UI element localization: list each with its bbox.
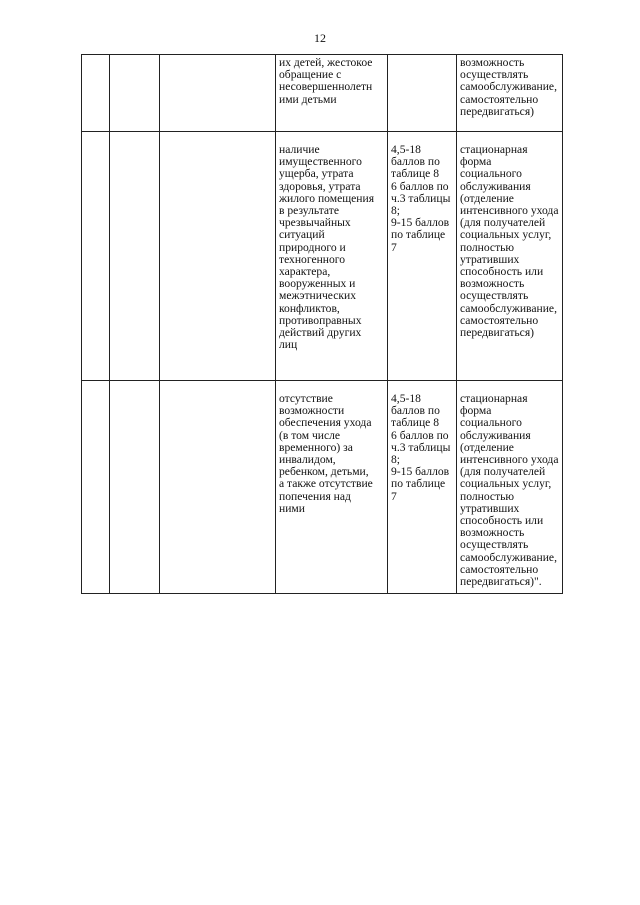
table-cell-empty bbox=[82, 55, 110, 132]
table-cell-empty bbox=[110, 381, 160, 594]
table-row bbox=[82, 381, 563, 594]
circumstance-cell: их детей, жестокое обращение с несовершеннолетн ими детьми bbox=[276, 55, 388, 132]
table-cell-empty bbox=[110, 132, 160, 381]
page-number: 12 bbox=[314, 31, 326, 45]
score-cell bbox=[388, 55, 457, 132]
score-cell: 4,5-18 баллов по таблице 8 6 баллов по ч.3 таблицы 8; 9-15 баллов по таблице 7 bbox=[388, 381, 457, 594]
document-table bbox=[81, 54, 563, 594]
table-cell-empty bbox=[160, 132, 276, 381]
service-form-cell: стационарная форма социального обслуживания (отделение интенсивного ухода (для получателей социальных услуг, полностью утративших способность или возможность осуществлять самообслуживание, самостоятельно передвигаться)". bbox=[457, 381, 563, 594]
table-cell-empty bbox=[160, 381, 276, 594]
table-row bbox=[82, 55, 563, 132]
circumstance-cell: наличие имущественного ущерба, утрата здоровья, утрата жилого помещения в результате чрезвычайных ситуаций природного и техногенного характера, вооруженных и межэтнических конфликтов, противоправных действий других лиц bbox=[276, 132, 388, 381]
service-form-cell: возможность осуществлять самообслуживание, самостоятельно передвигаться) bbox=[457, 55, 563, 132]
service-form-cell: стационарная форма социального обслуживания (отделение интенсивного ухода (для получателей социальных услуг, полностью утративших способность или возможность осуществлять самообслуживание, самостоятельно передвигаться) bbox=[457, 132, 563, 381]
circumstance-cell: отсутствие возможности обеспечения ухода (в том числе временного) за инвалидом, ребенком, детьми, а также отсутствие попечения над ними bbox=[276, 381, 388, 594]
table-cell-empty bbox=[110, 55, 160, 132]
table-cell-empty bbox=[160, 55, 276, 132]
table-cell-empty bbox=[82, 381, 110, 594]
table-row bbox=[82, 132, 563, 381]
score-cell: 4,5-18 баллов по таблице 8 6 баллов по ч.3 таблицы 8; 9-15 баллов по таблице 7 bbox=[388, 132, 457, 381]
table-cell-empty bbox=[82, 132, 110, 381]
